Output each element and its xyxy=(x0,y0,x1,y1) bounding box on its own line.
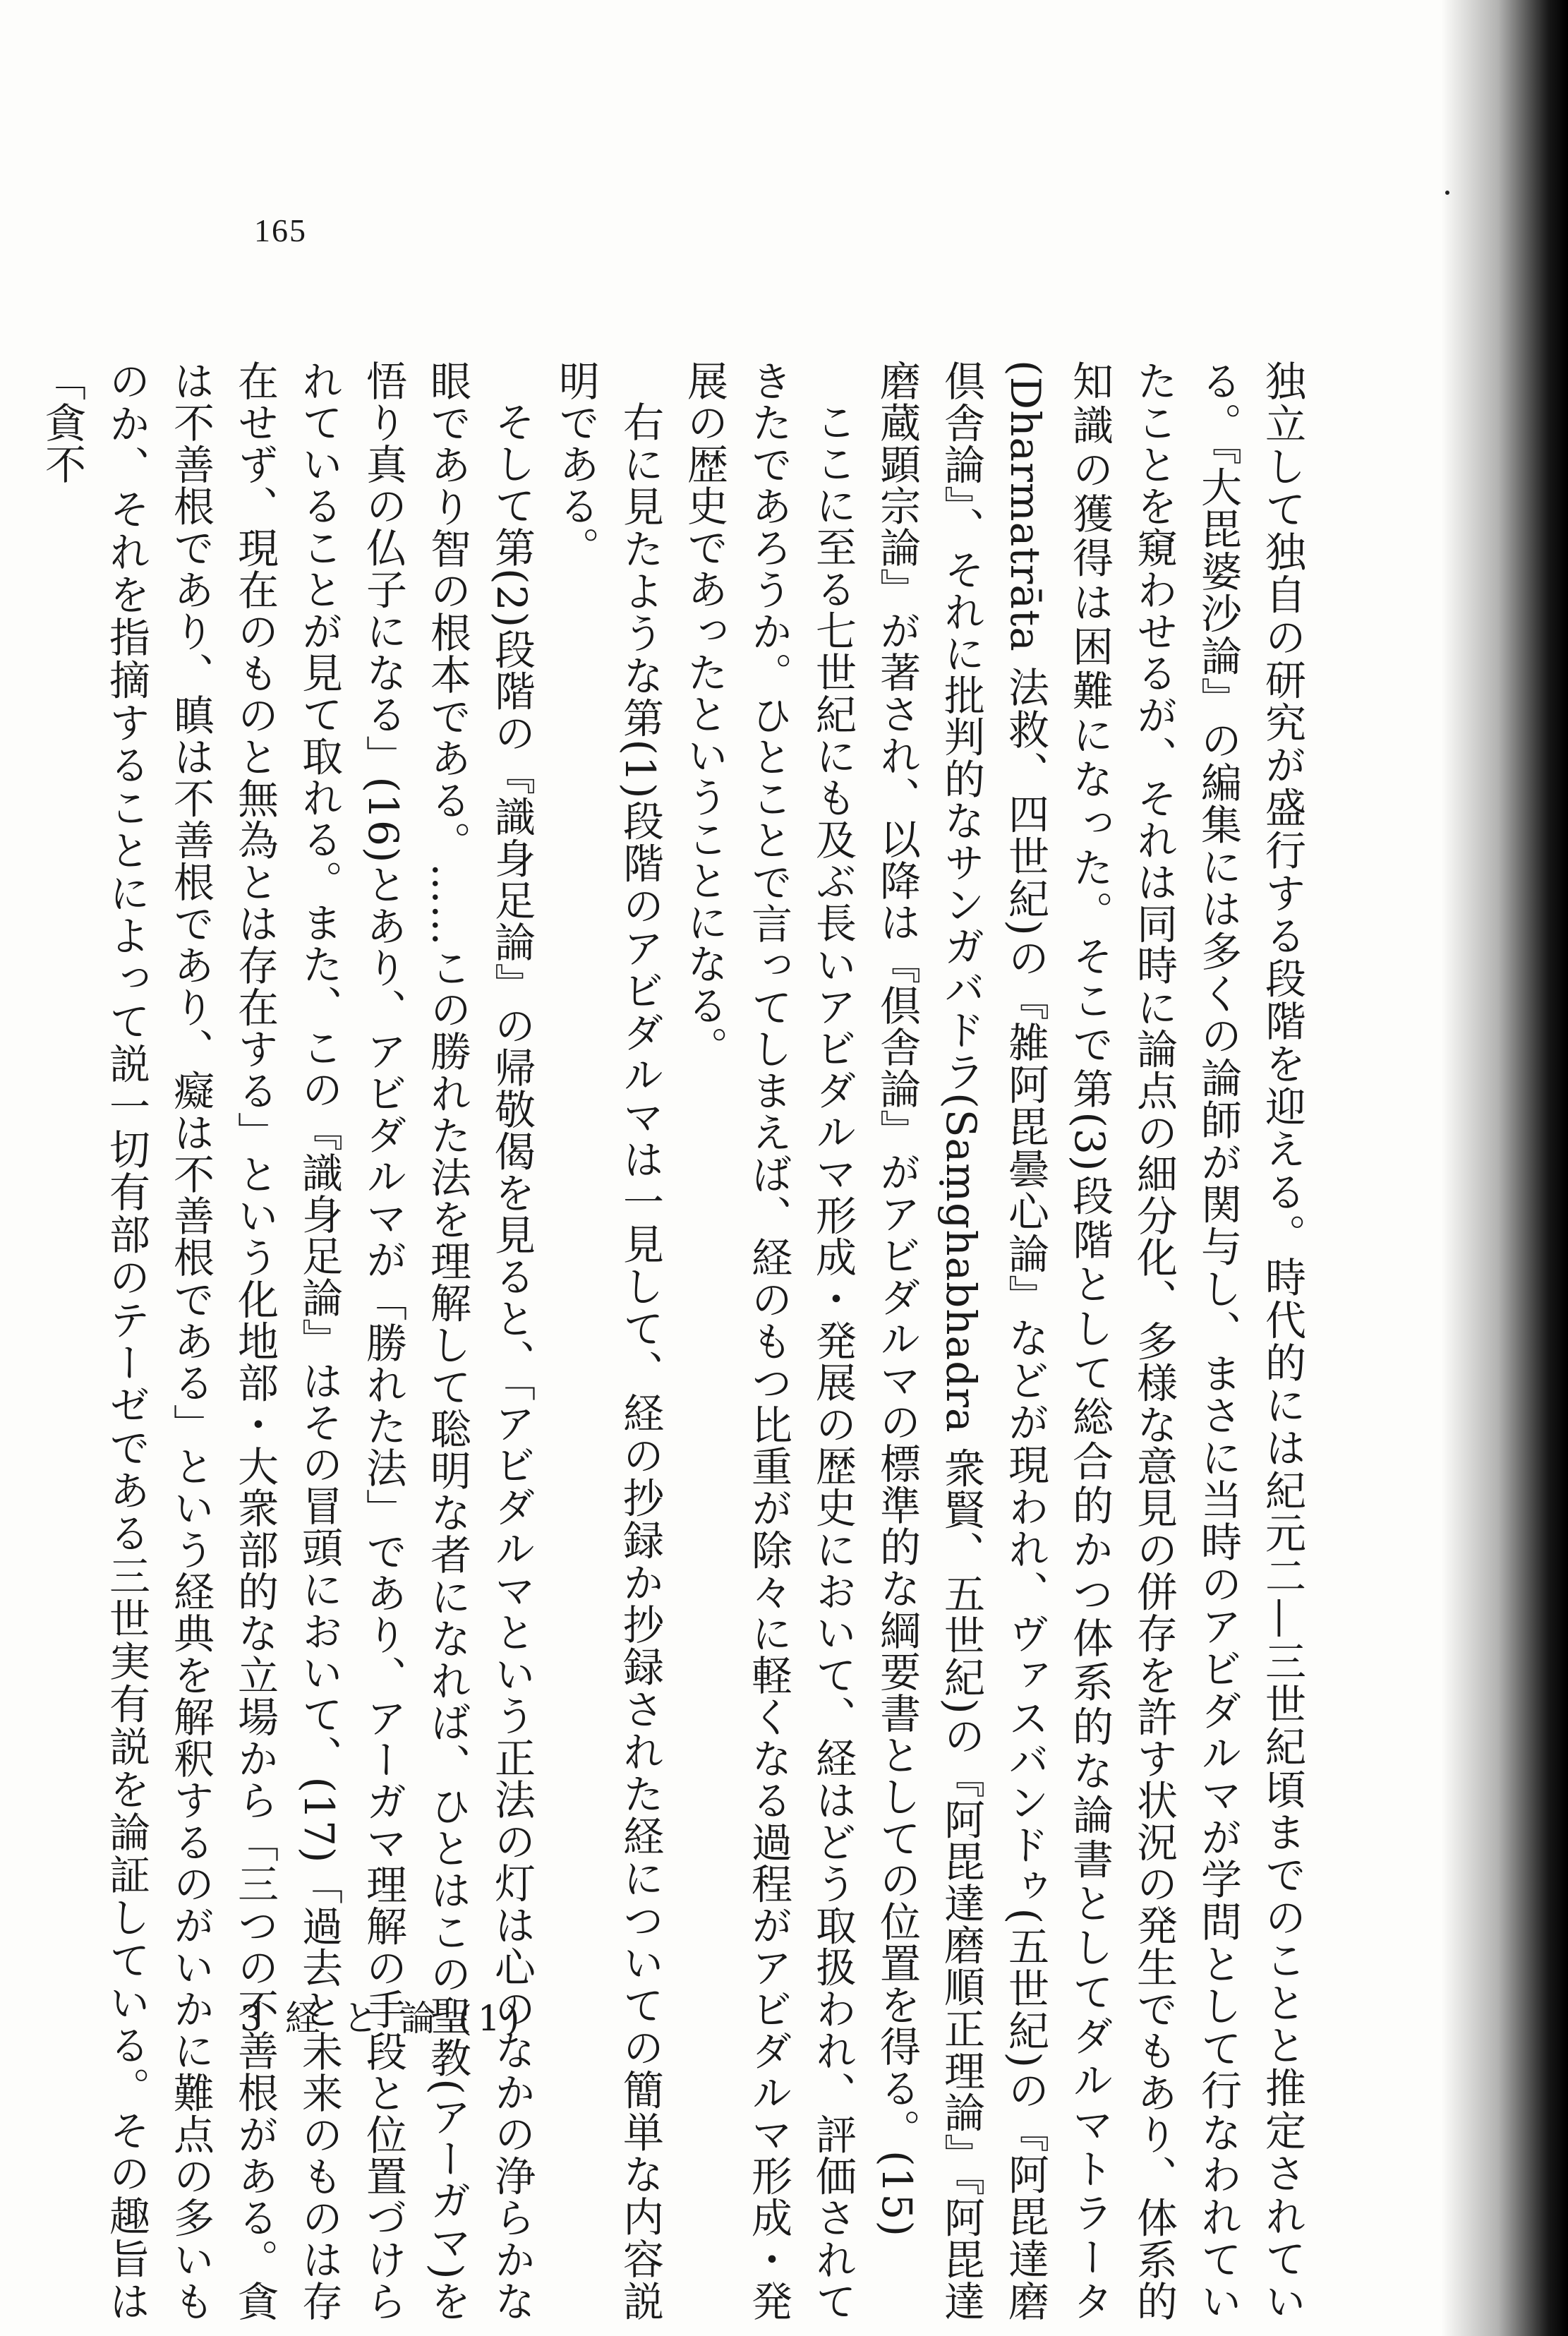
paragraph-2: ここに至る七世紀にも及ぶ長いアビダルマ形成・発展の歴史において、経はどう取扱われ、評価されてきたであろうか。ひとことで言ってしまえば、経のもつ比重が除々に軽くなる過程がアビダルマ形成・発展の歴史であったということになる。 xyxy=(680,360,857,2322)
page-number: 165 xyxy=(254,212,307,248)
speck xyxy=(1445,191,1449,195)
running-footer: 3 経 と 論 (1) xyxy=(240,1998,526,2039)
paragraph-3: 右に見たような第(1)段階のアビダルマは一見して、経の抄録か抄録された経についての簡単な内容説明である。 xyxy=(552,360,664,2322)
page-edge-shadow xyxy=(1441,0,1568,2336)
paragraph-1: 独立して独自の研究が盛行する段階を迎える。時代的には紀元二—三世紀頃までのことと推定されている。『大毘婆沙論』の編集には多くの論師が関与し、まさに当時のアビダルマが学問として行なわれていたことを窺わせるが、それは同時に論点の細分化、多様な意見の併存を許す状況の発生でもあり、体系的知識の獲得は困難になった。そこで第(3)段階として総合的かつ体系的な論書としてダルマトラータ(Dharmatrāta 法救、四世紀)の『雑阿毘曇心論』などが現われ、ヴァスバンドゥ(五世紀)の『阿毘達磨倶舎論』、それに批判的なサンガバドラ(Saṃghabhadra 衆賢、五世紀)の『阿毘達磨順正理論』『阿毘達磨蔵顕宗論』が著され、以降は『倶舎論』がアビダルマの標準的な綱要書としての位置を得る。(15) xyxy=(873,360,1306,2323)
paragraph-4: そして第(2)段階の『識身足論』の帰敬偈を見ると、「アビダルマという正法の灯は心のなかの浄らかな眼であり智の根本である。……この勝れた法を理解して聡明な者になれば、ひとはこの聖教(アーガマ)を悟り真の仏子になる」(16)とあり、アビダルマが「勝れた法」であり、アーガマ理解の手段と位置づけられていることが見て取れる。また、この『識身足論』はその冒頭において、(17)「過去と未来のものは存在せず、現在のものと無為とは存在する」という化地部・大衆部的な立場から「三つの不善根がある。貪は不善根であり、瞋は不善根であり、癡は不善根である」という経典を解釈するのがいかに難点の多いものか、それを指摘することによって説一切有部のテーゼである三世実有説を論証している。その趣旨は「貪不 xyxy=(38,360,536,2322)
